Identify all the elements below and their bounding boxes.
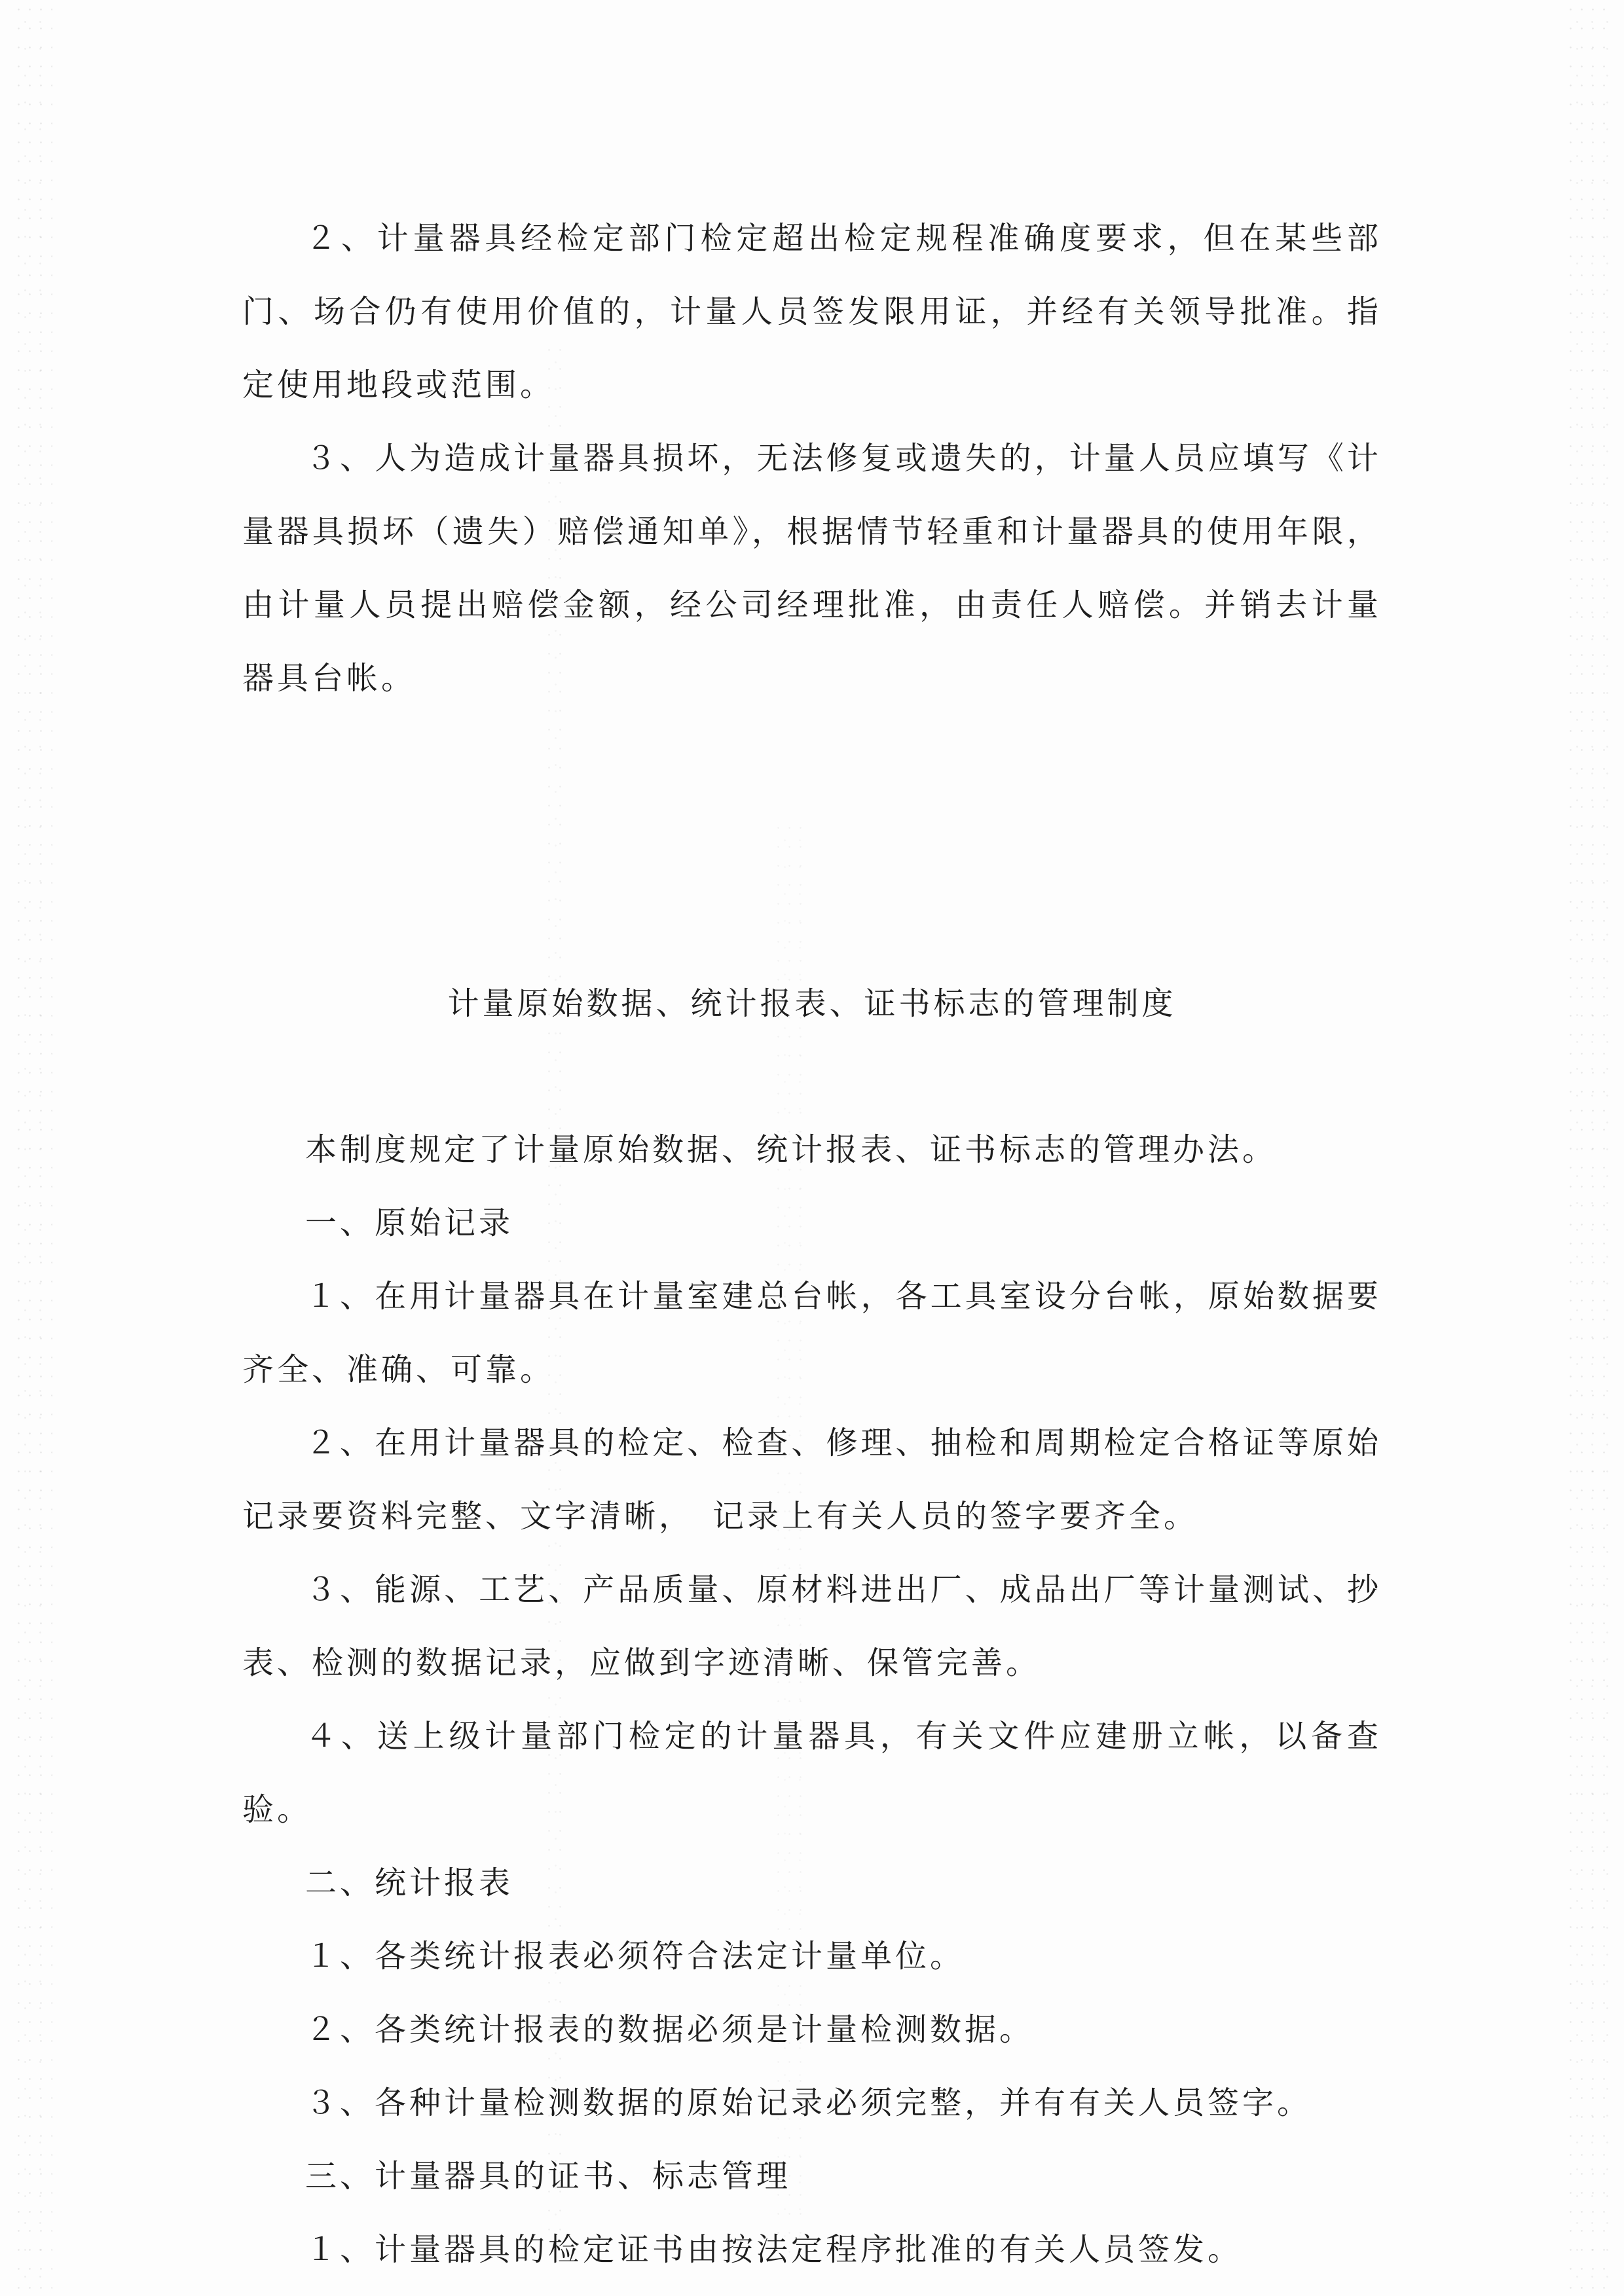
heading-original-records: 一、原始记录	[305, 1205, 514, 1241]
section-a	[242, 202, 1382, 715]
heading-certificates: 三、计量器具的证书、标志管理	[305, 2158, 792, 2195]
heading-statistical-reports: 二、统计报表	[305, 1865, 514, 1901]
paragraph: 本制度规定了计量原始数据、统计报表、证书标志的管理办法。	[305, 1131, 1278, 1168]
paragraph: １、计量器具的检定证书由按法定程序批准的有关人员签发。	[305, 2231, 1243, 2268]
paragraph: ２、各类统计报表的数据必须是计量检测数据。	[305, 2011, 1035, 2048]
paragraph: ２、计量器具经检定部门检定超出检定规程准确度要求，但在某些部门、场合仍有使用价值的，计量人员签发限用证，并经有关领导批准。指定使用地段或范围。	[242, 220, 1382, 403]
scan-noise-right	[1565, 0, 1611, 2296]
paragraph: ２、在用计量器具的检定、检查、修理、抽检和周期检定合格证等原始记录要资料完整、文字清晰， 记录上有关人员的签字要齐全。	[242, 1425, 1382, 1535]
section-title: 计量原始数据、统计报表、证书标志的管理制度	[447, 985, 1177, 1022]
paragraph: １、各类统计报表必须符合法定计量单位。	[305, 1938, 965, 1975]
paragraph: ３、人为造成计量器具损坏，无法修复或遗失的，计量人员应填写《计量器具损坏（遗失）赔偿通知单》，根据情节轻重和计量器具的使用年限，由计量人员提出赔偿金额，经公司经理批准，由责任人赔偿。并销去计量器具台帐。	[242, 440, 1382, 697]
scan-noise-left	[13, 0, 52, 2296]
paragraph: １、在用计量器具在计量室建总台帐，各工具室设分台帐，原始数据要齐全、准确、可靠。	[242, 1278, 1382, 1388]
paragraph: ３、各种计量检测数据的原始记录必须完整，并有有关人员签字。	[305, 2085, 1312, 2121]
paragraph: ４、送上级计量部门检定的计量器具，有关文件应建册立帐，以备查验。	[242, 1718, 1382, 1828]
section-b	[242, 1113, 1382, 2286]
paragraph: ３、能源、工艺、产品质量、原材料进出厂、成品出厂等计量测试、抄表、检测的数据记录，应做到字迹清晰、保管完善。	[242, 1571, 1382, 1681]
